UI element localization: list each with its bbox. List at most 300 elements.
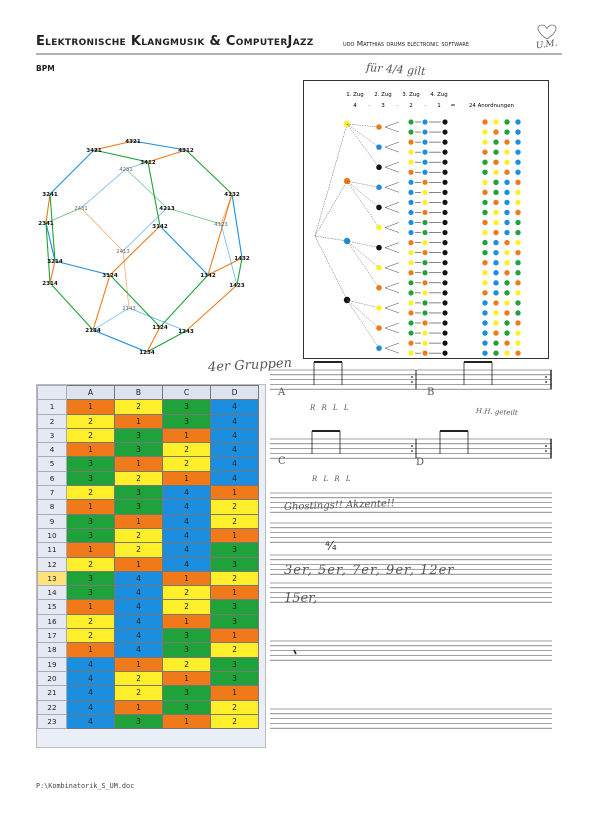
permutohedron-node-label: 1234 (139, 350, 155, 356)
result-dot (515, 170, 520, 175)
tree-node-level3 (408, 270, 413, 275)
repeat-dot (411, 376, 413, 378)
result-dot (504, 330, 509, 335)
repeat-dot (411, 445, 413, 447)
color-cell: 3 (211, 600, 259, 614)
result-dot (504, 139, 509, 144)
result-dot (504, 300, 509, 305)
tree-node-level3 (422, 160, 427, 165)
tree-node-level2 (376, 285, 382, 291)
result-dot (482, 330, 487, 335)
tree-operator: · (424, 103, 426, 109)
result-dot (515, 119, 520, 124)
color-cell: 4 (163, 557, 211, 571)
color-cell: 4 (67, 714, 115, 728)
color-cell: 4 (115, 643, 163, 657)
permutohedron-node-label: 4312 (178, 148, 194, 154)
tree-node-level2 (376, 325, 382, 331)
color-cell: 2 (115, 400, 163, 414)
section-label-a: A (278, 387, 286, 398)
result-dot (493, 330, 498, 335)
result-dot (515, 260, 520, 265)
permutohedron-edge (46, 194, 50, 223)
result-dot (515, 160, 520, 165)
color-cell: 1 (67, 600, 115, 614)
color-cell: 1 (211, 486, 259, 500)
result-dot (482, 280, 487, 285)
result-dot (493, 240, 498, 245)
repeat-dot (411, 450, 413, 452)
row-number: 14 (38, 586, 67, 600)
permutohedron-edge (81, 208, 123, 251)
result-dot (515, 139, 520, 144)
result-dot (504, 200, 509, 205)
permutation-grid (37, 385, 259, 729)
table-row (38, 500, 259, 514)
color-cell: 4 (211, 443, 259, 457)
tree-node-level3 (422, 170, 427, 175)
result-dot (482, 320, 487, 325)
result-dot (493, 129, 498, 134)
color-cell: 4 (67, 686, 115, 700)
tree-node-level4 (442, 341, 447, 346)
permutohedron-node-label: 3124 (102, 273, 118, 279)
tree-node-level4 (442, 300, 447, 305)
signature: U.M. (535, 38, 559, 52)
color-cell: 2 (115, 471, 163, 485)
result-dot (504, 190, 509, 195)
tree-node-level4 (442, 160, 447, 165)
color-cell: 3 (211, 671, 259, 685)
permutohedron-node-label: 2134 (85, 328, 101, 334)
tree-column-header: 2. Zug (374, 92, 392, 98)
permutohedron-edge (160, 226, 208, 275)
result-dot (493, 270, 498, 275)
tree-node-level3 (408, 119, 413, 124)
section-label-c: C (278, 456, 286, 467)
tree-count: 4 (353, 103, 357, 109)
result-dot (515, 300, 520, 305)
result-dot (482, 190, 487, 195)
result-dot (493, 290, 498, 295)
tree-node-level4 (442, 200, 447, 205)
color-cell: 4 (163, 514, 211, 528)
result-dot (504, 220, 509, 225)
tree-node-level4 (442, 260, 447, 265)
result-dot (515, 190, 520, 195)
tree-node-level2 (376, 124, 382, 130)
tree-node-level3 (422, 341, 427, 346)
sticking-a: R R L L (310, 404, 351, 412)
section-label-b: B (427, 387, 435, 398)
color-cell: 1 (163, 714, 211, 728)
column-header: A (67, 386, 115, 400)
result-dot (504, 180, 509, 185)
result-dot (504, 260, 509, 265)
result-dot (493, 300, 498, 305)
color-cell: 2 (163, 443, 211, 457)
tree-node-level3 (422, 200, 427, 205)
document-subtitle: udo Matthias drums electronic software (343, 39, 470, 48)
result-dot (482, 290, 487, 295)
color-cell: 4 (115, 571, 163, 585)
color-cell: 3 (67, 514, 115, 528)
color-cell: 2 (211, 700, 259, 714)
tree-node-level3 (408, 129, 413, 134)
table-row (38, 671, 259, 685)
tree-node-level2 (376, 265, 382, 271)
color-cell: 2 (115, 671, 163, 685)
result-dot (504, 270, 509, 275)
permutohedron-node-label: 2413 (116, 249, 130, 255)
tree-node-level3 (408, 240, 413, 245)
tree-node-level2 (376, 205, 382, 211)
tree-node-level2 (376, 305, 382, 311)
color-cell: 3 (211, 557, 259, 571)
row-number: 13 (38, 571, 67, 585)
color-cell: 2 (67, 557, 115, 571)
tree-node-level4 (442, 351, 447, 356)
repeat-dot (545, 450, 547, 452)
color-cell: 3 (115, 428, 163, 442)
tree-node-level3 (408, 230, 413, 235)
color-cell: 3 (211, 614, 259, 628)
color-cell: 4 (67, 700, 115, 714)
result-dot (515, 129, 520, 134)
result-dot (482, 310, 487, 315)
tree-node-level4 (442, 190, 447, 195)
bpm-label: BPM (36, 64, 55, 73)
color-cell: 2 (211, 714, 259, 728)
result-dot (482, 160, 487, 165)
permutohedron-node-label: 1342 (200, 273, 216, 279)
table-row (38, 657, 259, 671)
table-row (38, 457, 259, 471)
table-row (38, 571, 259, 585)
repeat-dot (411, 381, 413, 383)
row-number: 2 (38, 414, 67, 428)
result-dot (504, 250, 509, 255)
table-row (38, 486, 259, 500)
color-cell: 1 (115, 557, 163, 571)
tree-count: 1 (437, 103, 441, 109)
tree-node-level3 (408, 200, 413, 205)
result-dot (482, 200, 487, 205)
color-cell: 1 (67, 643, 115, 657)
result-dot (504, 160, 509, 165)
column-header: C (163, 386, 211, 400)
permutohedron-edge (237, 258, 242, 285)
tree-node-level3 (422, 119, 427, 124)
result-dot (482, 129, 487, 134)
result-dot (504, 149, 509, 154)
ghost-accents-note: Ghostings!! Akzente!! (283, 498, 396, 513)
color-cell: 1 (115, 700, 163, 714)
tree-node-level2 (376, 345, 382, 351)
color-cell: 1 (163, 428, 211, 442)
color-cell: 2 (115, 543, 163, 557)
result-dot (515, 240, 520, 245)
repeat-dot (545, 376, 547, 378)
tree-node-level3 (422, 250, 427, 255)
color-cell: 4 (211, 400, 259, 414)
permutohedron-edge (126, 169, 167, 208)
color-cell: 3 (211, 657, 259, 671)
result-dot (493, 230, 498, 235)
result-dot (482, 139, 487, 144)
table-row (38, 586, 259, 600)
row-number: 21 (38, 686, 67, 700)
permutohedron-node-label: 3412 (140, 160, 156, 166)
table-row (38, 528, 259, 542)
color-cell: 3 (67, 571, 115, 585)
tree-node-level3 (408, 190, 413, 195)
result-dot (493, 139, 498, 144)
heart-doodle-icon (534, 22, 560, 42)
color-cell: 3 (67, 528, 115, 542)
result-dot (504, 210, 509, 215)
tree-node-level3 (408, 210, 413, 215)
color-cell: 1 (211, 629, 259, 643)
tree-node-level4 (442, 220, 447, 225)
result-dot (482, 180, 487, 185)
result-dot (493, 149, 498, 154)
result-dot (504, 240, 509, 245)
result-dot (515, 340, 520, 345)
row-number: 19 (38, 657, 67, 671)
result-dot (493, 310, 498, 315)
table-row (38, 414, 259, 428)
result-dot (482, 220, 487, 225)
color-cell: 4 (211, 414, 259, 428)
section-label-d: D (416, 457, 425, 468)
permutohedron-node-label: 2314 (42, 281, 58, 287)
color-cell: 3 (67, 457, 115, 471)
tree-node-level3 (422, 330, 427, 335)
result-dot (515, 180, 520, 185)
result-dot (493, 190, 498, 195)
table-row (38, 643, 259, 657)
permutohedron-edge (186, 285, 237, 331)
tree-operator: = (450, 103, 456, 109)
row-number: 20 (38, 671, 67, 685)
permutohedron-edge (232, 194, 242, 258)
permutohedron-edge (81, 169, 126, 208)
permutohedron-node-label: 4321 (125, 139, 141, 145)
tree-count: 2 (409, 103, 413, 109)
tree-node-level4 (442, 280, 447, 285)
groupings-line-1: 3er, 5er, 7er, 9er, 12er (284, 563, 455, 578)
row-number: 11 (38, 543, 67, 557)
color-cell: 3 (163, 629, 211, 643)
result-dot (482, 149, 487, 154)
permutohedron-node-label: 1432 (234, 256, 250, 262)
table-corner-cell (38, 386, 67, 400)
tree-node-level4 (442, 310, 447, 315)
color-cell: 4 (115, 614, 163, 628)
tree-node-level3 (408, 351, 413, 356)
result-dot (482, 300, 487, 305)
color-cell: 4 (115, 629, 163, 643)
tree-node-level3 (408, 170, 413, 175)
permutohedron-edge (221, 224, 237, 285)
permutohedron-edge (186, 150, 232, 194)
tree-node-level3 (422, 300, 427, 305)
color-cell: 2 (67, 428, 115, 442)
result-dot (504, 320, 509, 325)
color-cell: 3 (163, 686, 211, 700)
table-row (38, 629, 259, 643)
tree-column-header: 1. Zug (346, 92, 364, 98)
table-row (38, 686, 259, 700)
tree-node-level4 (442, 250, 447, 255)
color-cell: 4 (211, 471, 259, 485)
result-dot (493, 340, 498, 345)
result-dot (504, 129, 509, 134)
color-cell: 3 (115, 714, 163, 728)
tree-node-level4 (442, 180, 447, 185)
combination-tree-diagram (303, 80, 550, 360)
row-number: 6 (38, 471, 67, 485)
color-cell: 1 (163, 471, 211, 485)
table-row (38, 614, 259, 628)
color-cell: 1 (115, 514, 163, 528)
tree-node-level3 (422, 260, 427, 265)
column-header: D (211, 386, 259, 400)
row-number: 22 (38, 700, 67, 714)
tree-node-level4 (442, 230, 447, 235)
color-cell: 4 (67, 657, 115, 671)
color-cell: 2 (67, 486, 115, 500)
color-cell: 3 (163, 400, 211, 414)
tree-node-level3 (408, 320, 413, 325)
result-dot (493, 170, 498, 175)
result-dot (515, 290, 520, 295)
tree-node-level4 (442, 320, 447, 325)
tree-node-level3 (422, 150, 427, 155)
tree-node-level3 (408, 341, 413, 346)
color-cell: 1 (67, 443, 115, 457)
color-cell: 2 (163, 657, 211, 671)
permutohedron-node-label: 4213 (159, 206, 175, 212)
result-dot (493, 210, 498, 215)
header-rule (36, 53, 562, 55)
tree-node-level4 (442, 150, 447, 155)
permutohedron-edge (110, 275, 160, 327)
permutohedron-node-label: 1243 (178, 329, 194, 335)
tree-node-level4 (442, 290, 447, 295)
permutohedron-node-label: 2431 (74, 206, 88, 212)
result-dot (504, 119, 509, 124)
result-dot (515, 270, 520, 275)
permutohedron-node-label: 2341 (38, 221, 54, 227)
row-number: 9 (38, 514, 67, 528)
tree-node-level3 (422, 230, 427, 235)
color-cell: 3 (115, 443, 163, 457)
document-title: Elektronische Klangmusik & ComputerJazz (36, 34, 314, 49)
color-cell: 4 (163, 528, 211, 542)
color-cell: 1 (163, 571, 211, 585)
result-dot (515, 280, 520, 285)
result-dot (493, 250, 498, 255)
result-dot (515, 210, 520, 215)
table-row (38, 543, 259, 557)
result-dot (493, 200, 498, 205)
tree-node-level4 (442, 119, 447, 124)
result-dot (515, 330, 520, 335)
result-dot (504, 290, 509, 295)
tree-node-level3 (422, 240, 427, 245)
color-cell: 1 (115, 457, 163, 471)
result-dot (515, 149, 520, 154)
row-number: 5 (38, 457, 67, 471)
table-row (38, 600, 259, 614)
color-cell: 4 (163, 500, 211, 514)
tree-node-level3 (422, 290, 427, 295)
color-cell: 4 (211, 457, 259, 471)
table-row (38, 471, 259, 485)
result-dot (515, 250, 520, 255)
repeat-dot (545, 381, 547, 383)
result-dot (493, 220, 498, 225)
row-number: 1 (38, 400, 67, 414)
permutohedron-node-label: 1324 (152, 325, 168, 331)
tree-node-level4 (442, 129, 447, 134)
tree-node-level3 (422, 351, 427, 356)
tree-node-level3 (408, 300, 413, 305)
result-dot (493, 280, 498, 285)
result-dot (493, 320, 498, 325)
permutohedron-node-label: 3421 (86, 148, 102, 154)
tree-node-level2 (376, 245, 382, 251)
permutohedron-node-label: 4231 (119, 167, 133, 173)
tree-node-level4 (442, 170, 447, 175)
tree-node-level3 (408, 290, 413, 295)
color-cell: 4 (163, 486, 211, 500)
tree-node-level3 (422, 129, 427, 134)
permutohedron-node-label: 3214 (47, 259, 63, 265)
permutohedron-edge (93, 330, 147, 352)
permutohedron-edge (93, 275, 110, 330)
color-cell: 1 (211, 686, 259, 700)
result-dot (482, 340, 487, 345)
color-cell: 1 (115, 657, 163, 671)
tree-node-level3 (408, 330, 413, 335)
permutohedron-node-label: 4123 (214, 222, 228, 228)
color-cell: 3 (163, 700, 211, 714)
tree-column-header: 4. Zug (430, 92, 448, 98)
color-cell: 2 (163, 600, 211, 614)
handwritten-note-4-4: für 4/4 gilt (365, 60, 426, 79)
permutohedron-node-label: 3142 (152, 224, 168, 230)
tree-node-level3 (408, 220, 413, 225)
tree-node-level3 (422, 210, 427, 215)
tree-node-level3 (408, 260, 413, 265)
tree-node-level2 (376, 185, 382, 191)
color-cell: 3 (211, 543, 259, 557)
tree-result: 24 Anordnungen (469, 103, 514, 109)
color-cell: 2 (67, 614, 115, 628)
color-cell: 3 (163, 643, 211, 657)
tree-operator: · (368, 103, 370, 109)
result-dot (515, 310, 520, 315)
color-cell: 2 (115, 528, 163, 542)
table-row (38, 700, 259, 714)
permutohedron-node-label: 2143 (122, 306, 136, 312)
color-cell: 2 (163, 457, 211, 471)
color-cell: 2 (115, 686, 163, 700)
tree-node-level3 (422, 220, 427, 225)
